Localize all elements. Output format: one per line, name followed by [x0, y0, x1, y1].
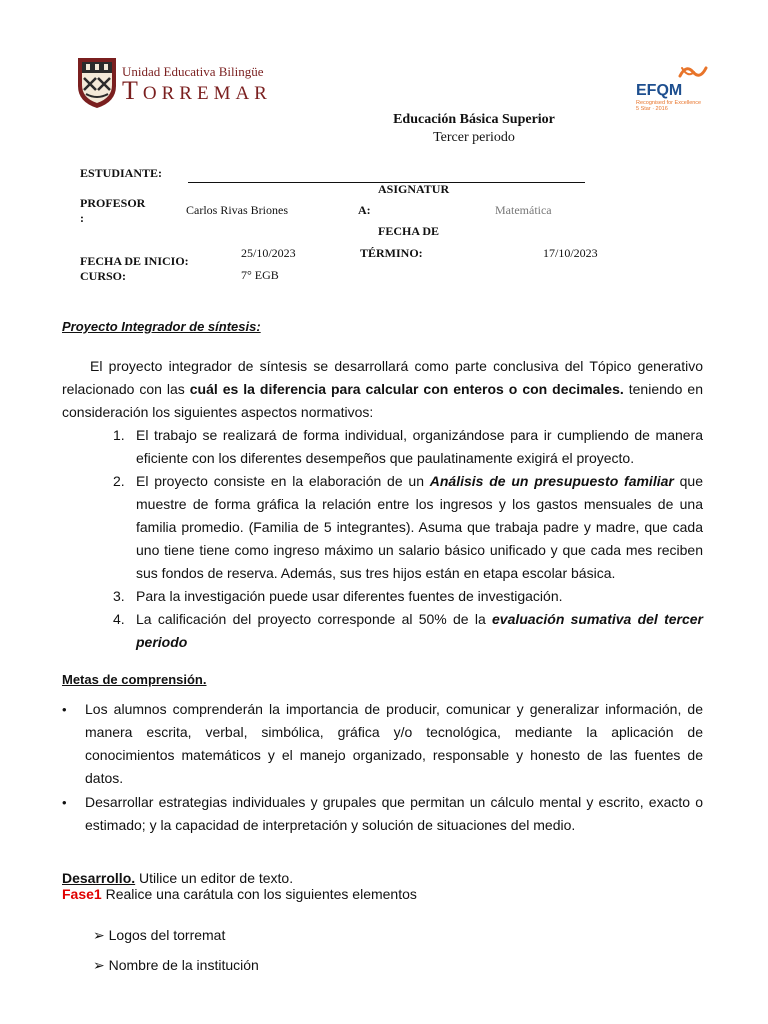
metas-1-line4: datos. — [85, 770, 124, 786]
desarrollo-heading: Desarrollo. — [62, 870, 136, 886]
school-name-rest: ORREMAR — [142, 83, 272, 104]
metas-2-line1: Desarrollar estrategias individuales y grupales que permitan un cálculo mental y escrito, exacto o — [85, 794, 703, 810]
school-logo — [76, 56, 286, 112]
item-3-line1: Para la investigación puede usar diferentes fuentes de investigación. — [136, 588, 563, 604]
desarrollo-item-1 — [93, 924, 225, 947]
efqm-tag-line2: 5 Star · 2016 — [636, 106, 668, 112]
item-2-line5: sus fondos de reserva. Además, sus tres hijos están en etapa escolar básica. — [136, 565, 616, 581]
school-crest-icon — [76, 56, 118, 110]
profesor-label-2: : — [80, 211, 84, 225]
item-2-line3: familia promedio. (Familia de 5 integrantes). Asuma que trabaja padre y madre, que cada — [136, 519, 703, 535]
proyecto-intro-line2 — [62, 378, 703, 401]
item-2-text-c: que — [673, 473, 703, 489]
item-2-line2: muestre de forma gráfica la relación entre los ingresos y los gastos mensuales de una — [136, 496, 703, 512]
item-2-text-a: El proyecto consiste en la elaboración de un — [136, 473, 430, 489]
document-subtitle: Tercer periodo — [433, 130, 515, 145]
intro-text-a: relacionado con las — [62, 381, 190, 397]
metas-bullet-2-icon: • — [62, 795, 67, 810]
metas-heading: Metas de comprensión. — [62, 672, 207, 687]
item-1-line1: El trabajo se realizará de forma individual, organizándose para ir cumpliendo de manera — [136, 427, 703, 443]
item-1-line2: eficiente con los diferentes desempeños que paulatinamente exigirá el proyecto. — [136, 450, 635, 466]
asignatura-label-2: A: — [358, 203, 371, 217]
curso-label: CURSO: — [80, 269, 127, 283]
efqm-tagline — [636, 100, 701, 112]
fecha-inicio-label: FECHA DE INICIO: — [80, 254, 189, 268]
school-name-line1: Unidad Educativa Bilingüe — [122, 64, 264, 79]
item-4-emphasis: evaluación sumativa del tercer — [492, 611, 703, 627]
desarrollo-text: Utilice un editor de texto. — [135, 870, 294, 886]
intro-text-c: teniendo en — [623, 381, 703, 397]
desarrollo-item-2-text: Nombre de la institución — [108, 957, 259, 973]
fase-line — [62, 885, 417, 903]
metas-2-line2: estimado; y la capacidad de interpretación y solución de situaciones del medio. — [85, 817, 576, 833]
asignatura-value: Matemática — [495, 203, 552, 217]
estudiante-label: ESTUDIANTE: — [80, 166, 163, 180]
metas-bullet-1-icon: • — [62, 702, 67, 717]
fase-text: Realice una carátula con los siguientes elementos — [101, 886, 417, 902]
efqm-word: EFQM — [636, 82, 683, 99]
document-title: Educación Básica Superior — [393, 112, 555, 127]
fecha-termino-label-2: TÉRMINO: — [360, 246, 423, 260]
efqm-logo — [636, 62, 716, 114]
item-2-line4: uno tiene tiene como ingreso máximo un salario básico unificado y que cada mes reciben — [136, 542, 703, 558]
item-2-line1 — [136, 470, 703, 493]
fecha-termino-value: 17/10/2023 — [543, 246, 598, 260]
metas-1-line2: manera escrita, verbal, simbólica, gráfica y/o tecnológica, mediante la aplicación de — [85, 724, 703, 740]
item-1-number: 1. — [113, 427, 125, 443]
curso-value: 7° EGB — [241, 268, 279, 282]
efqm-tag-line1: Recognised for Excellence — [636, 100, 702, 106]
proyecto-intro-line1: El proyecto integrador de síntesis se desarrollará como parte conclusiva del Tópico generativo — [90, 358, 703, 374]
metas-1-line3: conocimientos matemáticos y el manejo organizado, responsable y honesto de las fuentes de — [85, 747, 703, 763]
metas-1-line1: Los alumnos comprenderán la importancia de producir, comunicar y generalizar información, de — [85, 701, 703, 717]
item-4-text-a: La calificación del proyecto corresponde al 50% de la — [136, 611, 492, 627]
item-2-emphasis: Análisis de un presupuesto familiar — [429, 473, 674, 489]
desarrollo-item-2 — [93, 954, 259, 977]
profesor-value: Carlos Rivas Briones — [186, 203, 288, 217]
profesor-label-1: PROFESOR — [80, 196, 146, 210]
school-name-initial: T — [122, 76, 143, 105]
item-2-number: 2. — [113, 473, 125, 489]
item-4-number: 4. — [113, 611, 125, 627]
intro-emphasis: cuál es la diferencia para calcular con enteros o con decimales. — [189, 381, 624, 397]
fecha-termino-label-1: FECHA DE — [378, 224, 440, 238]
item-4-line2: periodo — [136, 634, 188, 650]
item-4-line1 — [136, 608, 703, 631]
school-name-line2 — [122, 76, 272, 106]
item-3-number: 3. — [113, 588, 125, 604]
efqm-swirl-icon — [676, 62, 710, 82]
arrow-bullet-icon: ➢ — [93, 957, 109, 973]
fase-label: Fase1 — [62, 886, 102, 902]
fecha-inicio-value: 25/10/2023 — [241, 246, 296, 260]
asignatura-label-1: ASIGNATUR — [378, 182, 450, 196]
proyecto-heading: Proyecto Integrador de síntesis: — [62, 319, 261, 334]
proyecto-intro-line3: consideración los siguientes aspectos normativos: — [62, 404, 374, 420]
desarrollo-item-1-text: Logos del torremat — [108, 927, 226, 943]
arrow-bullet-icon: ➢ — [93, 927, 109, 943]
